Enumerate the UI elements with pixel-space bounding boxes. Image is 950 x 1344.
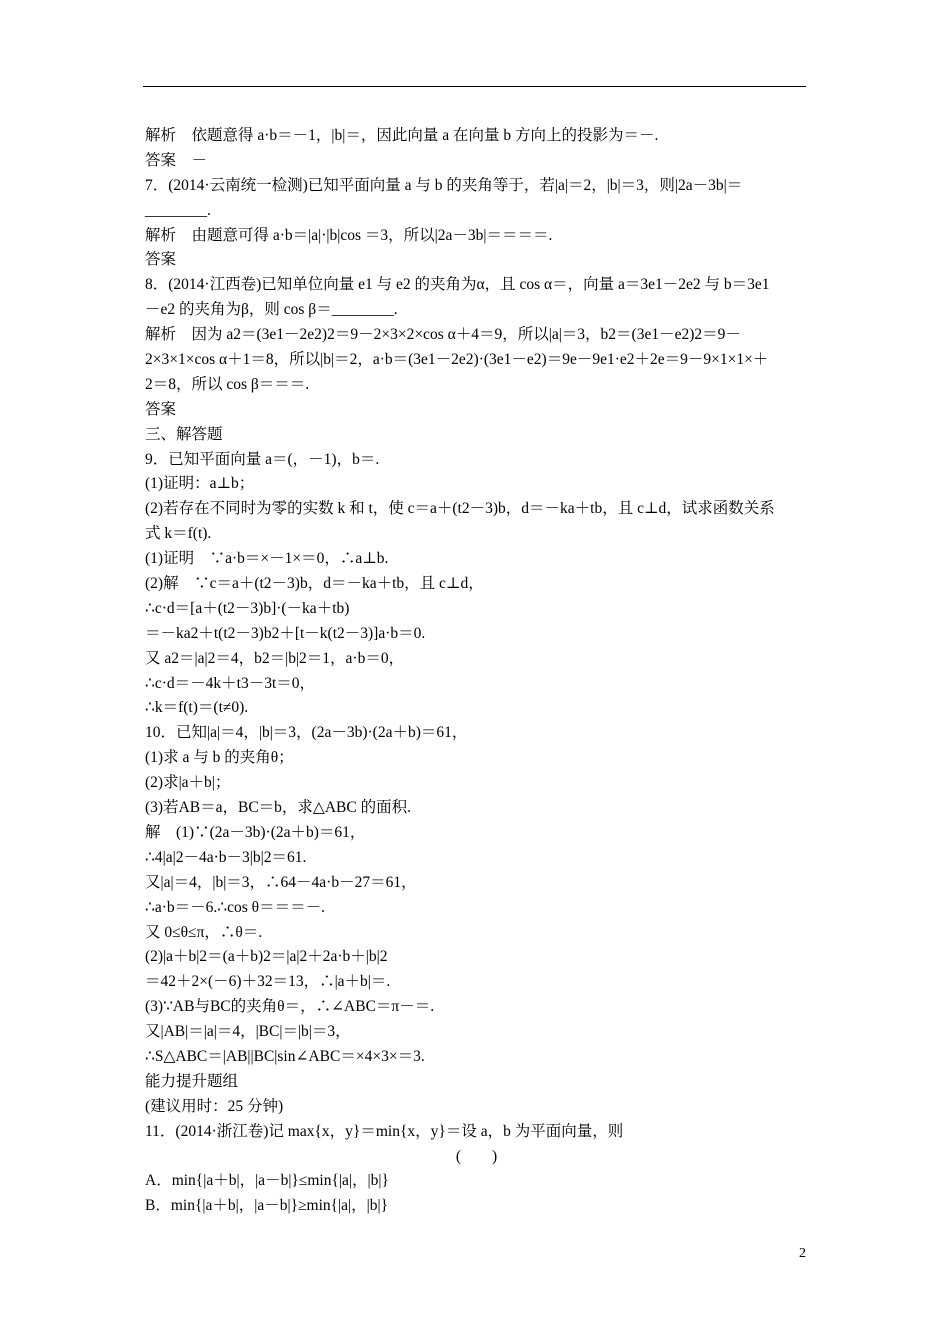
text-line: －e2 的夹角为β，则 cos β＝________. xyxy=(145,301,398,319)
text-line: 10．已知|a|＝4，|b|＝3，(2a－3b)·(2a＋b)＝61， xyxy=(145,724,468,742)
header-rule xyxy=(143,86,806,87)
text-line: 解 (1)∵(2a－3b)·(2a＋b)＝61， xyxy=(145,823,366,841)
choice-option: A．min{|a＋b|，|a－b|}≤min{|a|，|b|} xyxy=(145,1172,389,1190)
text-line: ∴k＝f(t)＝(t≠0). xyxy=(145,699,249,717)
text-line: 9．已知平面向量 a＝(，－1)，b＝. xyxy=(145,450,380,468)
text-line: (3)若AB＝a，BC＝b，求△ABC 的面积. xyxy=(145,799,411,817)
text-line: 2＝8，所以 cos β＝＝＝. xyxy=(145,375,310,393)
text-line: ＝－ka2＋t(t2－3)b2＋[t－k(t2－3)]a·b＝0. xyxy=(145,624,426,642)
text-line: 解析 依题意得 a·b＝－1，|b|＝，因此向量 a 在向量 b 方向上的投影为＝－. xyxy=(145,127,659,144)
text-line: 答案 xyxy=(145,400,177,418)
page-number: 2 xyxy=(799,1246,806,1261)
text-line: (1)证明 ∵a·b＝×－1×＝0，∴a⊥b. xyxy=(145,550,389,568)
text-line: 答案 xyxy=(145,251,177,269)
text-line: 2×3×1×cos α＋1＝8，所以|b|＝2，a·b＝(3e1－2e2)·(3e1－e2)＝9e－9e1·e2＋2e＝9－9×1×1×＋ xyxy=(145,351,769,369)
text-line: (3)∵AB与BC的夹角θ＝，∴∠ABC＝π－＝. xyxy=(145,998,435,1016)
text-line: ∴4|a|2－4a·b－3|b|2＝61. xyxy=(145,848,307,866)
text-line: 8．(2014·江西卷)已知单位向量 e1 与 e2 的夹角为α，且 cos α＝，向量 a＝3e1－2e2 与 b＝3e1 xyxy=(145,276,770,294)
text-line: (2)解 ∵c＝a＋(t2－3)b，d＝－ka＋tb，且 c⊥d， xyxy=(145,575,484,593)
section-heading: 三、解答题 xyxy=(145,425,223,443)
choice-option: B．min{|a＋b|，|a－b|}≥min{|a|，|b|} xyxy=(145,1197,389,1215)
text-line: ∴S△ABC＝|AB||BC|sin∠ABC＝×4×3×＝3. xyxy=(145,1047,425,1065)
text-line: 解析 由题意可得 a·b＝|a|·|b|cos ＝3，所以|2a－3b|＝＝＝＝. xyxy=(145,226,553,244)
text-line: (2)求|a＋b|； xyxy=(145,774,231,792)
text-line: 又|a|＝4，|b|＝3，∴64－4a·b－27＝61， xyxy=(145,873,417,891)
text-line: 答案 － xyxy=(145,151,208,169)
section-heading: 能力提升题组 xyxy=(145,1072,239,1090)
text-line: (1)证明：a⊥b； xyxy=(145,475,255,493)
text-line: ∴a·b＝－6.∴cos θ＝＝＝－. xyxy=(145,898,325,916)
page-content xyxy=(145,124,808,1219)
text-line: ∴c·d＝[a＋(t2－3)b]·(－ka＋tb) xyxy=(145,599,350,617)
text-line: 又|AB|＝|a|＝4，|BC|＝|b|＝3， xyxy=(145,1023,351,1041)
text-line: 解析 因为 a2＝(3e1－2e2)2＝9－2×3×2×cos α＋4＝9，所以|a|＝3，b2＝(3e1－e2)2＝9－ xyxy=(145,326,741,344)
text-line: 11．(2014·浙江卷)记 max{x，y}＝min{x，y}＝设 a，b 为平面向量，则 xyxy=(145,1122,624,1140)
text-line: 7．(2014·云南统一检测)已知平面向量 a 与 b 的夹角等于，若|a|＝2，|b|＝3，则|2a－3b|＝ xyxy=(145,176,743,194)
text-line: (1)求 a 与 b 的夹角θ； xyxy=(145,749,294,767)
answer-bracket: ( ) xyxy=(455,1147,498,1165)
text-line: ________. xyxy=(145,201,211,219)
text-line: (建议用时：25 分钟) xyxy=(145,1097,284,1115)
text-line: 又 0≤θ≤π，∴θ＝. xyxy=(145,923,263,941)
text-line: ∴c·d＝－4k＋t3－3t＝0， xyxy=(145,674,316,692)
text-line: (2)|a＋b|2＝(a＋b)2＝|a|2＋2a·b＋|b|2 xyxy=(145,948,388,966)
text-line: ＝42＋2×(－6)＋32＝13，∴|a＋b|＝. xyxy=(145,973,391,991)
text-line: (2)若存在不同时为零的实数 k 和 t，使 c＝a＋(t2－3)b，d＝－ka＋tb，且 c⊥d，试求函数关系 xyxy=(145,500,775,518)
text-line: 又 a2＝|a|2＝4，b2＝|b|2＝1，a·b＝0， xyxy=(145,649,405,667)
text-line: 式 k＝f(t). xyxy=(145,525,212,543)
